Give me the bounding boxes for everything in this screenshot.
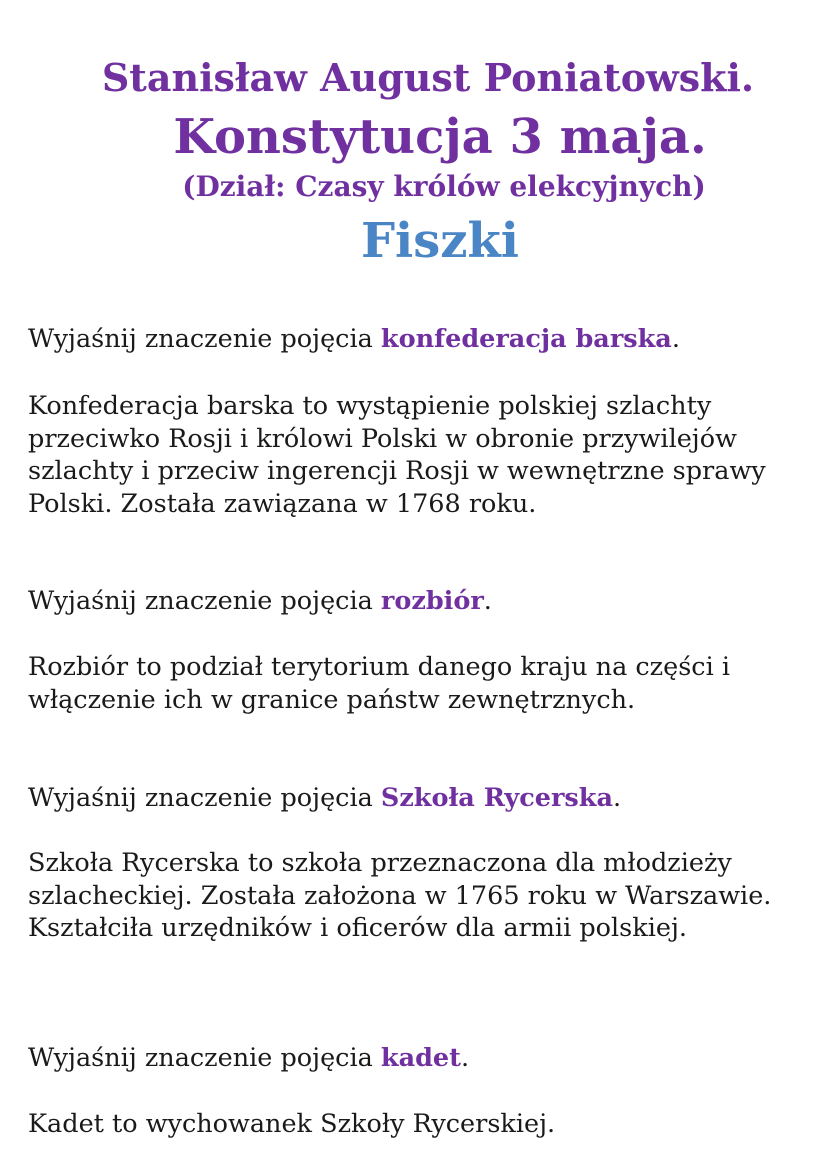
flashcard-answer-3: Szkoła Rycerska to szkoła przeznaczona dla młodzieży szlacheckiej. Została założona w 1765 roku w Warszawie. Kształciła urzędników i oficerów dla armii polskiej. [28, 848, 772, 943]
question-suffix: . [671, 324, 680, 354]
question-suffix: . [460, 1043, 470, 1073]
title-line-2: Konstytucja 3 maja. [173, 109, 707, 165]
question-prefix: Wyjaśnij znaczenie pojęcia [28, 783, 381, 813]
flashcard-answer-4: Kadet to wychowanek Szkoły Rycerskiej. [28, 1109, 556, 1139]
flashcard-answer-1: Konfederacja barska to wystąpienie polskiej szlachty przeciwko Rosji i królowi Polski w obronie przywilejów szlachty i przeciw ingerencji Rosji w wewnętrzne sprawy Polski. Została zawiązana w 1768 roku. [28, 391, 766, 519]
term-rozbior: rozbiór [380, 586, 484, 616]
title-line-1: Stanisław August Poniatowski. [101, 55, 755, 100]
flashcard-question-4 [28, 1042, 808, 1075]
flashcard-question-2 [28, 585, 808, 618]
question-prefix: Wyjaśnij znaczenie pojęcia [28, 586, 381, 616]
term-szkola-rycerska: Szkoła Rycerska [380, 783, 613, 813]
question-prefix: Wyjaśnij znaczenie pojęcia [28, 324, 381, 354]
flashcard-answer-2: Rozbiór to podział terytorium danego kraju na części i włączenie ich w granice państw zewnętrznych. [28, 652, 730, 715]
question-prefix: Wyjaśnij znaczenie pojęcia [28, 1043, 381, 1073]
term-konfederacja-barska: konfederacja barska [380, 324, 672, 354]
question-suffix: . [483, 586, 492, 616]
term-kadet: kadet [380, 1043, 461, 1073]
flashcard-question-3 [28, 782, 808, 815]
question-suffix: . [612, 783, 622, 813]
section-label: (Dział: Czasy królów elekcyjnych) [182, 170, 706, 203]
subtitle-fiszki: Fiszki [360, 213, 520, 269]
flashcard-question-1 [28, 323, 808, 356]
